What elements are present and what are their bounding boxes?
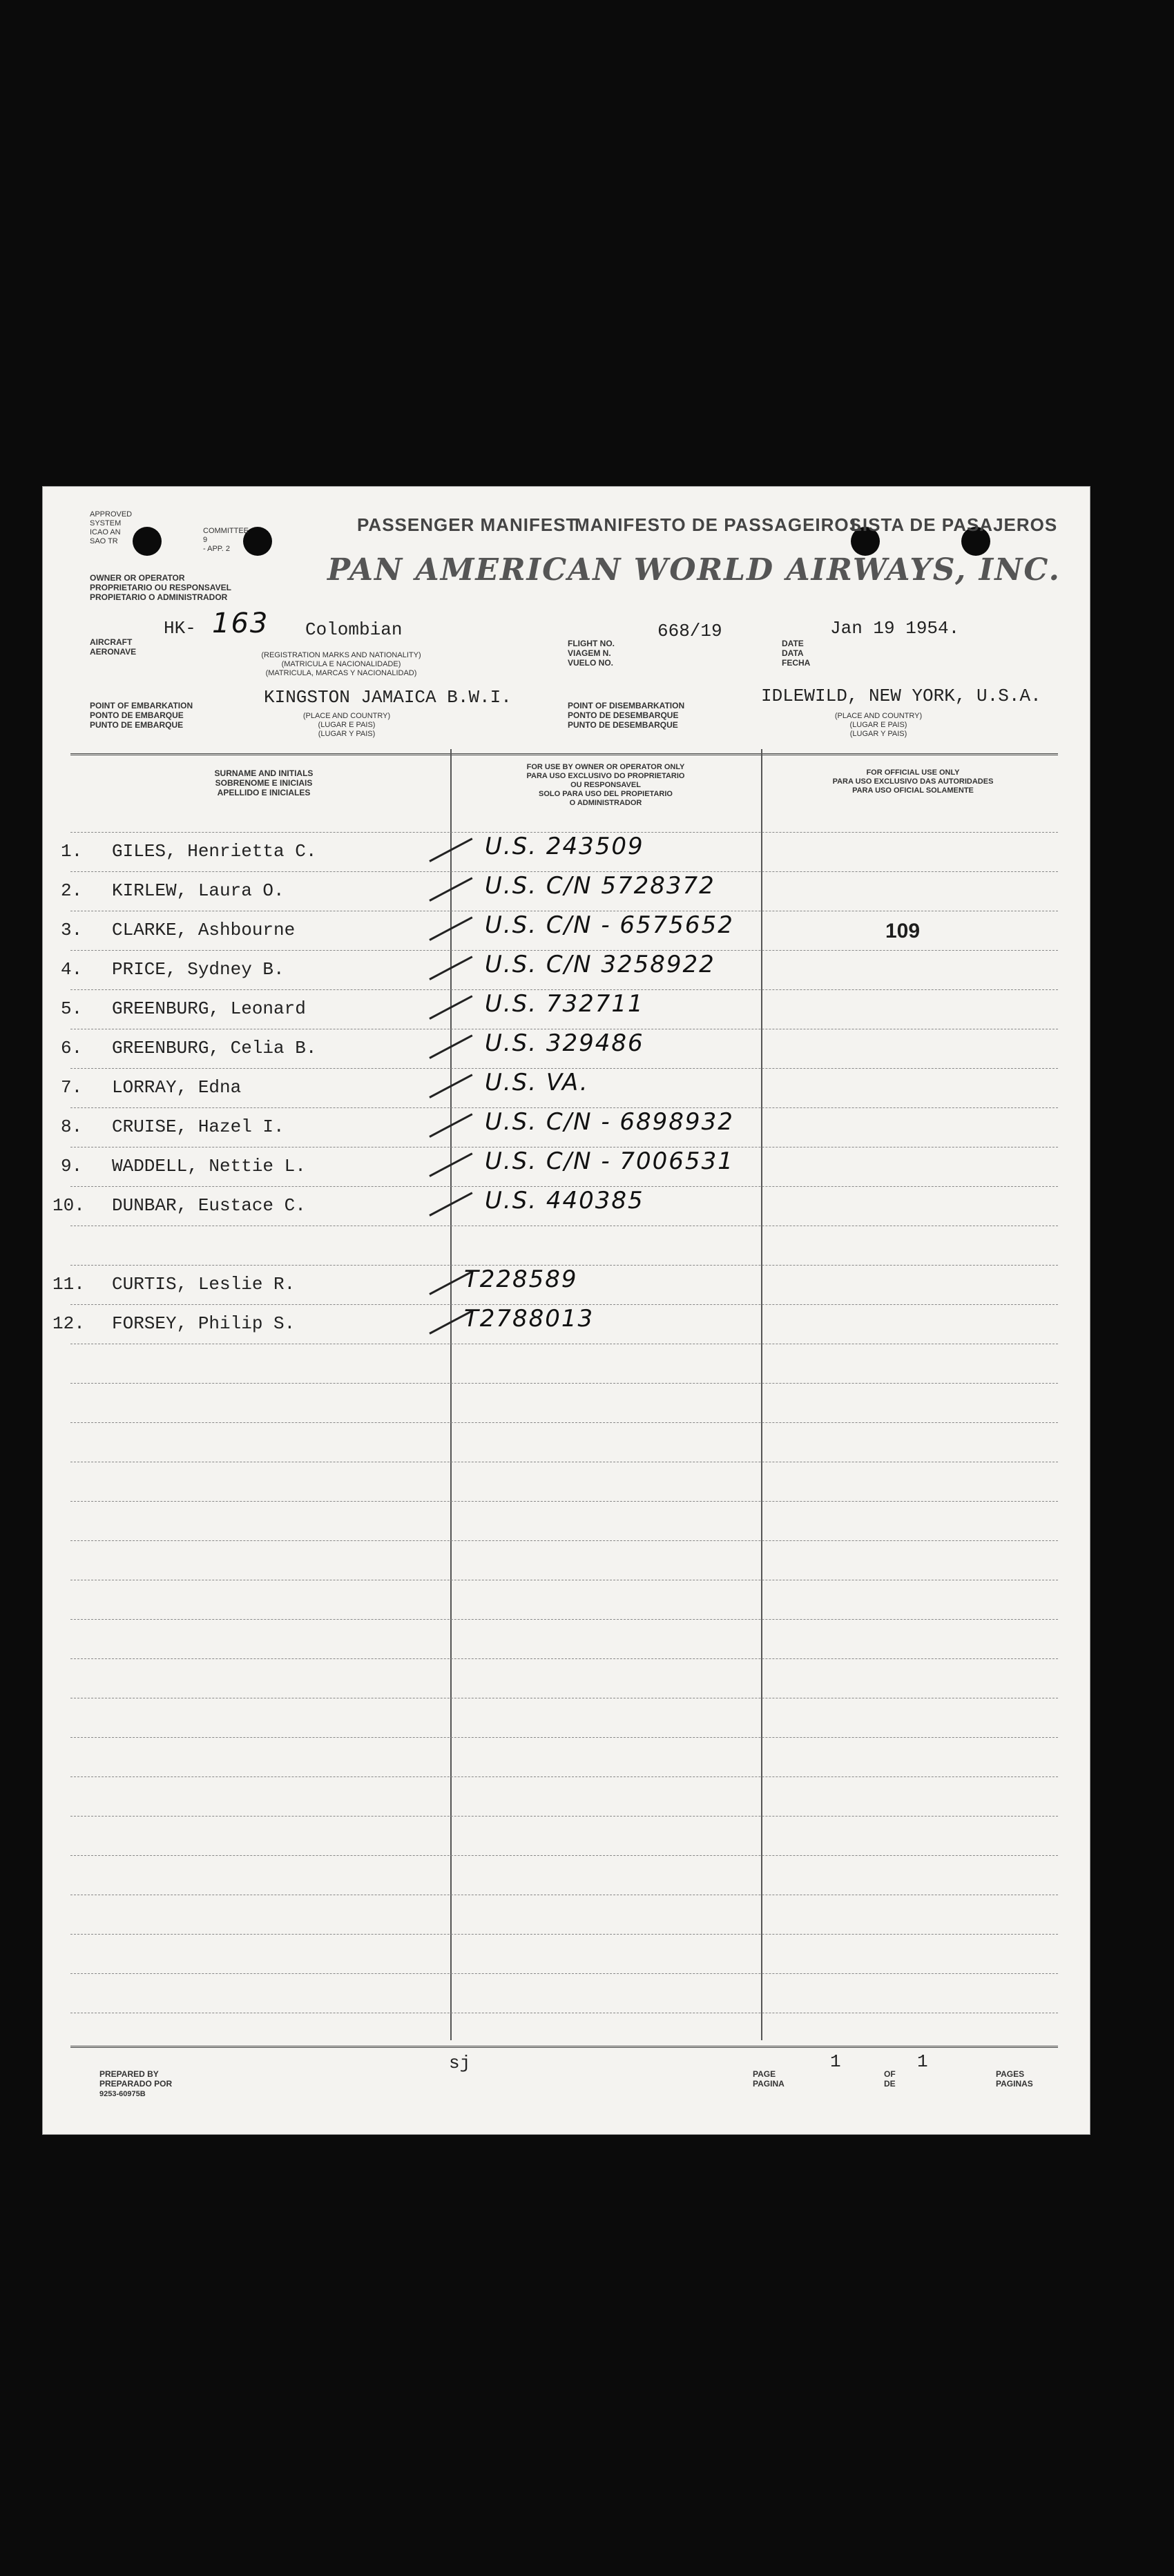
- row-line: [70, 1658, 1058, 1659]
- passenger-number: 4.: [61, 959, 83, 980]
- disembarkation-place-label: (PLACE AND COUNTRY) (LUGAR E PAIS) (LUGAR Y PAIS): [834, 712, 923, 738]
- row-line: [70, 1855, 1058, 1856]
- passenger-name: LORRAY, Edna: [112, 1077, 242, 1098]
- passenger-name: GILES, Henrietta C.: [112, 841, 317, 862]
- row-line: [70, 1540, 1058, 1541]
- passenger-number: 2.: [61, 880, 83, 901]
- aircraft-label: AIRCRAFT AERONAVE: [90, 637, 137, 657]
- aircraft-prefix: HK-: [164, 618, 196, 639]
- passenger-number: 12.: [52, 1313, 85, 1334]
- row-line: [70, 1383, 1058, 1384]
- title-spanish: LISTA DE PASAJEROS: [851, 514, 1058, 535]
- approval-committee: COMMITTEE 9 - APP. 2: [203, 527, 249, 553]
- row-line: [70, 1816, 1058, 1817]
- owner-use-note: U.S. 329486: [485, 1029, 644, 1057]
- approval-stamp: APPROVED SYSTEM ICAO AN SAO TR: [90, 510, 133, 545]
- row-line: [70, 1501, 1058, 1502]
- passenger-name: GREENBURG, Celia B.: [112, 1038, 317, 1058]
- passenger-name: WADDELL, Nettie L.: [112, 1156, 306, 1176]
- passenger-number: 5.: [61, 998, 83, 1019]
- row-line: [70, 1422, 1058, 1423]
- passenger-number: 9.: [61, 1156, 83, 1176]
- page-total: 1: [917, 2051, 928, 2072]
- aircraft-number: 163: [212, 608, 269, 639]
- title-portuguese: MANIFESTO DE PASSAGEIROS: [575, 514, 862, 535]
- table-top-rule: [70, 753, 1058, 755]
- passenger-number: 1.: [61, 841, 83, 862]
- registration-label: (REGISTRATION MARKS AND NATIONALITY) (MATRICULA E NACIONALIDADE) (MATRICULA, MARCAS Y NACIONALIDAD): [261, 651, 421, 677]
- row-line: [70, 1973, 1058, 1974]
- passenger-number: 3.: [61, 920, 83, 940]
- row-line: [70, 1934, 1058, 1935]
- column-divider-2: [761, 749, 762, 2040]
- disembarkation-label: POINT OF DISEMBARKATION PONTO DE DESEMBARQUE PUNTO DE DESEMBARQUE: [568, 701, 685, 730]
- flight-number: 668/19: [657, 621, 722, 641]
- date-value: Jan 19 1954.: [830, 618, 960, 639]
- table-bottom-rule: [70, 2046, 1058, 2048]
- passenger-name: CRUISE, Hazel I.: [112, 1116, 285, 1137]
- embarkation-place-label: (PLACE AND COUNTRY) (LUGAR E PAIS) (LUGAR Y PAIS): [302, 712, 391, 738]
- passenger-name: CLARKE, Ashbourne: [112, 920, 296, 940]
- owner-use-note: U.S. 243509: [485, 833, 644, 860]
- passenger-number: 10.: [52, 1195, 85, 1216]
- embarkation-point: KINGSTON JAMAICA B.W.I.: [264, 687, 512, 708]
- owner-use-note: U.S. C/N - 6898932: [485, 1108, 734, 1136]
- owner-use-note: U.S. VA.: [485, 1069, 589, 1096]
- page-number: 1: [830, 2051, 841, 2072]
- passenger-number: 6.: [61, 1038, 83, 1058]
- punch-hole-1: [133, 527, 162, 556]
- embarkation-label: POINT OF EMBARKATION PONTO DE EMBARQUE PUNTO DE EMBARQUE: [90, 701, 193, 730]
- owner-use-note: U.S. C/N - 6575652: [485, 911, 734, 939]
- pages-label: PAGES PAGINAS: [996, 2069, 1033, 2089]
- owner-use-note: U.S. C/N - 7006531: [485, 1147, 734, 1175]
- airline-name: PAN AMERICAN WORLD AIRWAYS, INC.: [327, 552, 1061, 588]
- passenger-name: GREENBURG, Leonard: [112, 998, 306, 1019]
- column-divider-1: [450, 749, 452, 2040]
- title-english: PASSENGER MANIFEST: [357, 514, 578, 535]
- page-label: PAGE PAGINA: [753, 2069, 785, 2089]
- prepared-by-label: PREPARED BY PREPARADO POR: [99, 2069, 173, 2089]
- owner-use-note: T2788013: [464, 1305, 595, 1333]
- owner-use-note: U.S. 732711: [485, 990, 644, 1018]
- passenger-name: PRICE, Sydney B.: [112, 959, 285, 980]
- form-number: 9253-60975B: [99, 2090, 146, 2098]
- row-line: [70, 1619, 1058, 1620]
- owner-use-note: U.S. C/N 3258922: [485, 951, 715, 978]
- flight-number-label: FLIGHT NO. VIAGEM N. VUELO NO.: [568, 639, 615, 668]
- passenger-name: KIRLEW, Laura O.: [112, 880, 285, 901]
- passenger-number: 8.: [61, 1116, 83, 1137]
- header-owner-use: FOR USE BY OWNER OR OPERATOR ONLY PARA USO EXCLUSIVO DO PROPRIETARIO OU RESPONSAVEL SOLO PARA USO DEL PROPIETARIO O ADMINISTRADOR: [526, 763, 685, 807]
- official-use-value: 109: [885, 920, 921, 942]
- passenger-name: DUNBAR, Eustace C.: [112, 1195, 306, 1216]
- owner-use-note: U.S. C/N 5728372: [485, 872, 715, 900]
- passenger-name: FORSEY, Philip S.: [112, 1313, 296, 1334]
- passenger-name: CURTIS, Leslie R.: [112, 1274, 296, 1295]
- row-line: [70, 1776, 1058, 1777]
- preparer-initials: sj: [449, 2053, 471, 2073]
- aircraft-nationality: Colombian: [305, 619, 403, 640]
- header-official-use: FOR OFFICIAL USE ONLY PARA USO EXCLUSIVO DAS AUTORIDADES PARA USO OFICIAL SOLAMENTE: [832, 768, 994, 795]
- passenger-number: 11.: [52, 1274, 85, 1295]
- of-label: OF DE: [884, 2069, 896, 2089]
- owner-use-note: U.S. 440385: [485, 1187, 644, 1214]
- owner-operator-label: OWNER OR OPERATOR PROPRIETARIO OU RESPONSAVEL PROPIETARIO O ADMINISTRADOR: [90, 573, 231, 602]
- header-surname: SURNAME AND INITIALS SOBRENOME E INICIAIS APELLIDO E INICIALES: [214, 768, 314, 797]
- date-label: DATE DATA FECHA: [782, 639, 811, 668]
- disembarkation-point: IDLEWILD, NEW YORK, U.S.A.: [761, 686, 1041, 706]
- row-line: [70, 1737, 1058, 1738]
- manifest-sheet: [43, 487, 1090, 2134]
- passenger-number: 7.: [61, 1077, 83, 1098]
- owner-use-note: T228589: [464, 1266, 578, 1293]
